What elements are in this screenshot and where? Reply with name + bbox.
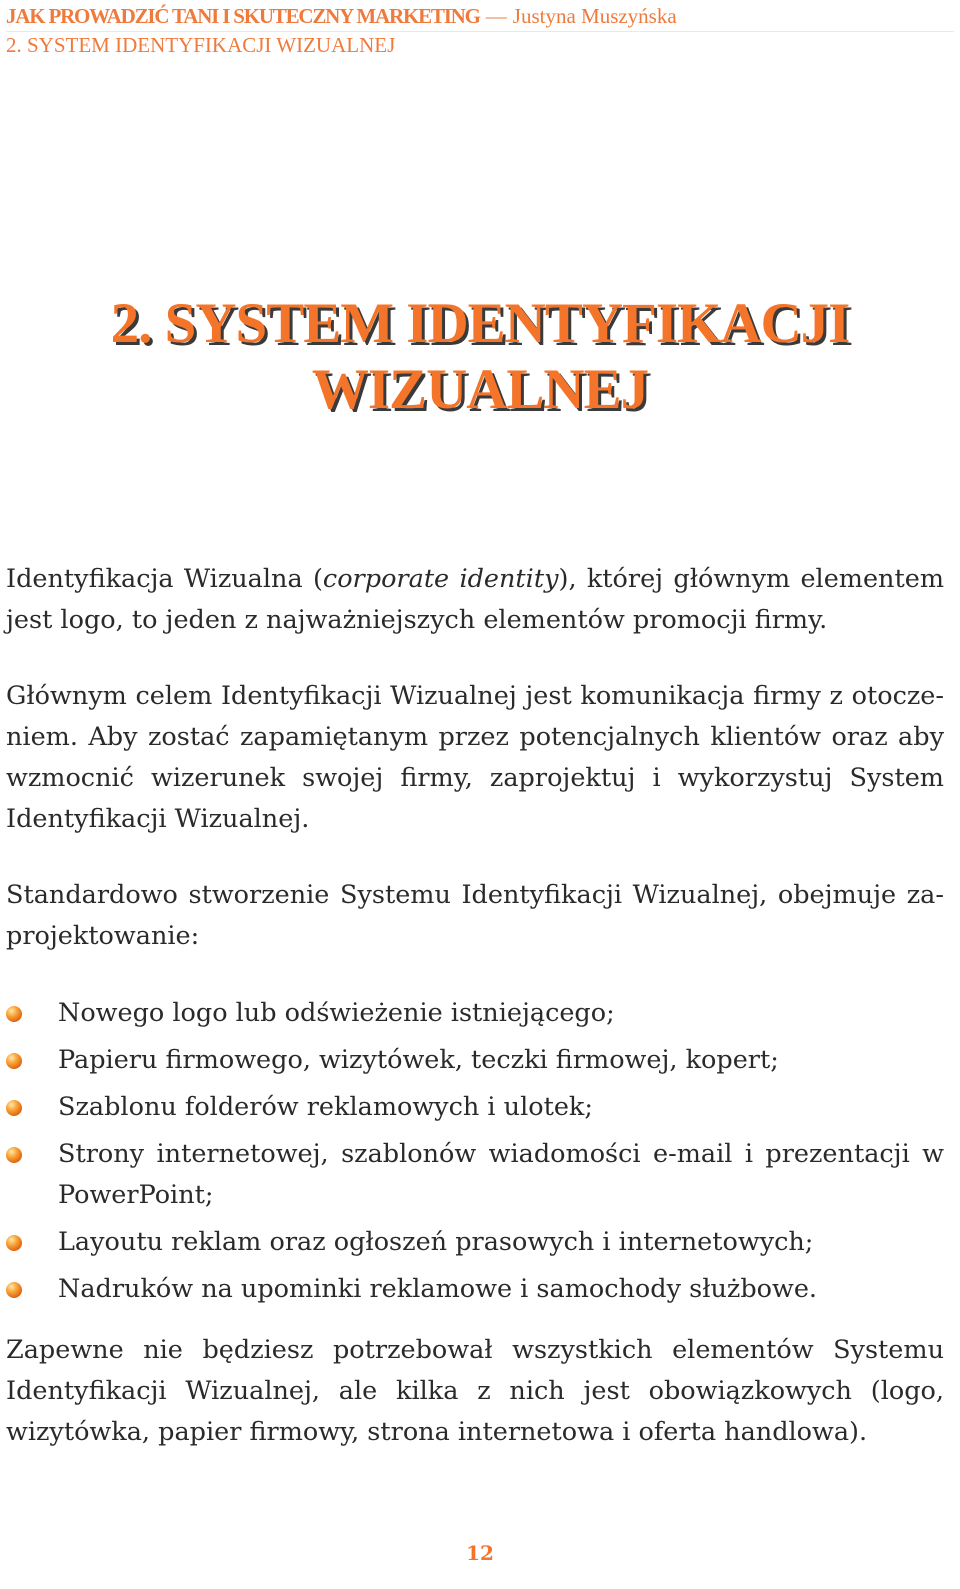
book-title: JAK PROWADZIĆ TANI I SKUTECZNY MARKETING — [6, 4, 480, 28]
list-item-text: Nowego logo lub odświeżenie istniejącego; — [58, 998, 615, 1028]
orange-ball-bullet-icon — [6, 1053, 22, 1069]
list-item-text: Strony internetowej, szablonów wiadomości e-mail i prezentacji w PowerPoint; — [58, 1139, 944, 1210]
list-item — [6, 1222, 944, 1263]
list-item-text: Nadruków na upominki reklamowe i samochody służbowe. — [58, 1274, 818, 1304]
orange-ball-bullet-icon — [6, 1100, 22, 1116]
body-content — [6, 559, 944, 1453]
header-top-line — [6, 4, 954, 32]
chapter-title-line1: 2. SYSTEM IDENTYFIKACJI — [110, 292, 850, 355]
list-item-text: Szablonu folderów reklamowych i ulotek; — [58, 1092, 593, 1122]
paragraph-standard: Standardowo stworzenie Systemu Identyfikacji Wizualnej, obejmuje zaprojektowanie: — [6, 880, 944, 951]
orange-ball-bullet-icon — [6, 1235, 22, 1251]
section-name: 2. SYSTEM IDENTYFIKACJI WIZUALNEJ — [6, 33, 396, 57]
list-item — [6, 1134, 944, 1216]
orange-ball-bullet-icon — [6, 1147, 22, 1163]
page-number: 12 — [466, 1541, 494, 1565]
list-item-text: Papieru firmowego, wizytówek, teczki firmowej, kopert; — [58, 1045, 779, 1075]
list-item-text: Layoutu reklam oraz ogłoszeń prasowych i internetowych; — [58, 1227, 814, 1257]
list-item — [6, 1269, 944, 1310]
chapter-title-line2: WIZUALNEJ — [311, 358, 649, 421]
paragraph-intro-start: Identyfikacja Wizualna ( — [6, 564, 323, 594]
deliverables-list — [6, 993, 944, 1310]
paragraph-intro-end: ), której głównym elementem jest logo, to jeden z najważniejszych elementów promocji firmy. — [6, 564, 944, 635]
orange-ball-bullet-icon — [6, 1006, 22, 1022]
running-header — [6, 4, 954, 58]
paragraph-intro-italic: corporate identity — [322, 564, 559, 594]
author-name: Justyna Muszyńska — [512, 4, 677, 28]
paragraph-conclusion: Zapewne nie będziesz potrzebował wszystkich elementów Systemu Identyfikacji Wizualnej, ale kilka z nich jest obowiązkowych (logo, wizytówka, papier firmowy, strona internetowa i oferta handlowa). — [6, 1335, 944, 1447]
header-separator: — — [485, 4, 507, 28]
orange-ball-bullet-icon — [6, 1282, 22, 1298]
chapter-title — [0, 291, 960, 423]
list-item — [6, 993, 944, 1034]
list-item — [6, 1040, 944, 1081]
paragraph-goal: Głównym celem Identyfikacji Wizualnej jest komunikacja firmy z otoczeniem. Aby zostać zapamiętanym przez potencjalnych klientów oraz aby wzmocnić wizerunek swojej firmy, zaprojektuj i wykorzystuj System Identyfikacji Wizualnej. — [6, 681, 944, 834]
paragraph-intro — [6, 559, 944, 641]
list-item — [6, 1087, 944, 1128]
